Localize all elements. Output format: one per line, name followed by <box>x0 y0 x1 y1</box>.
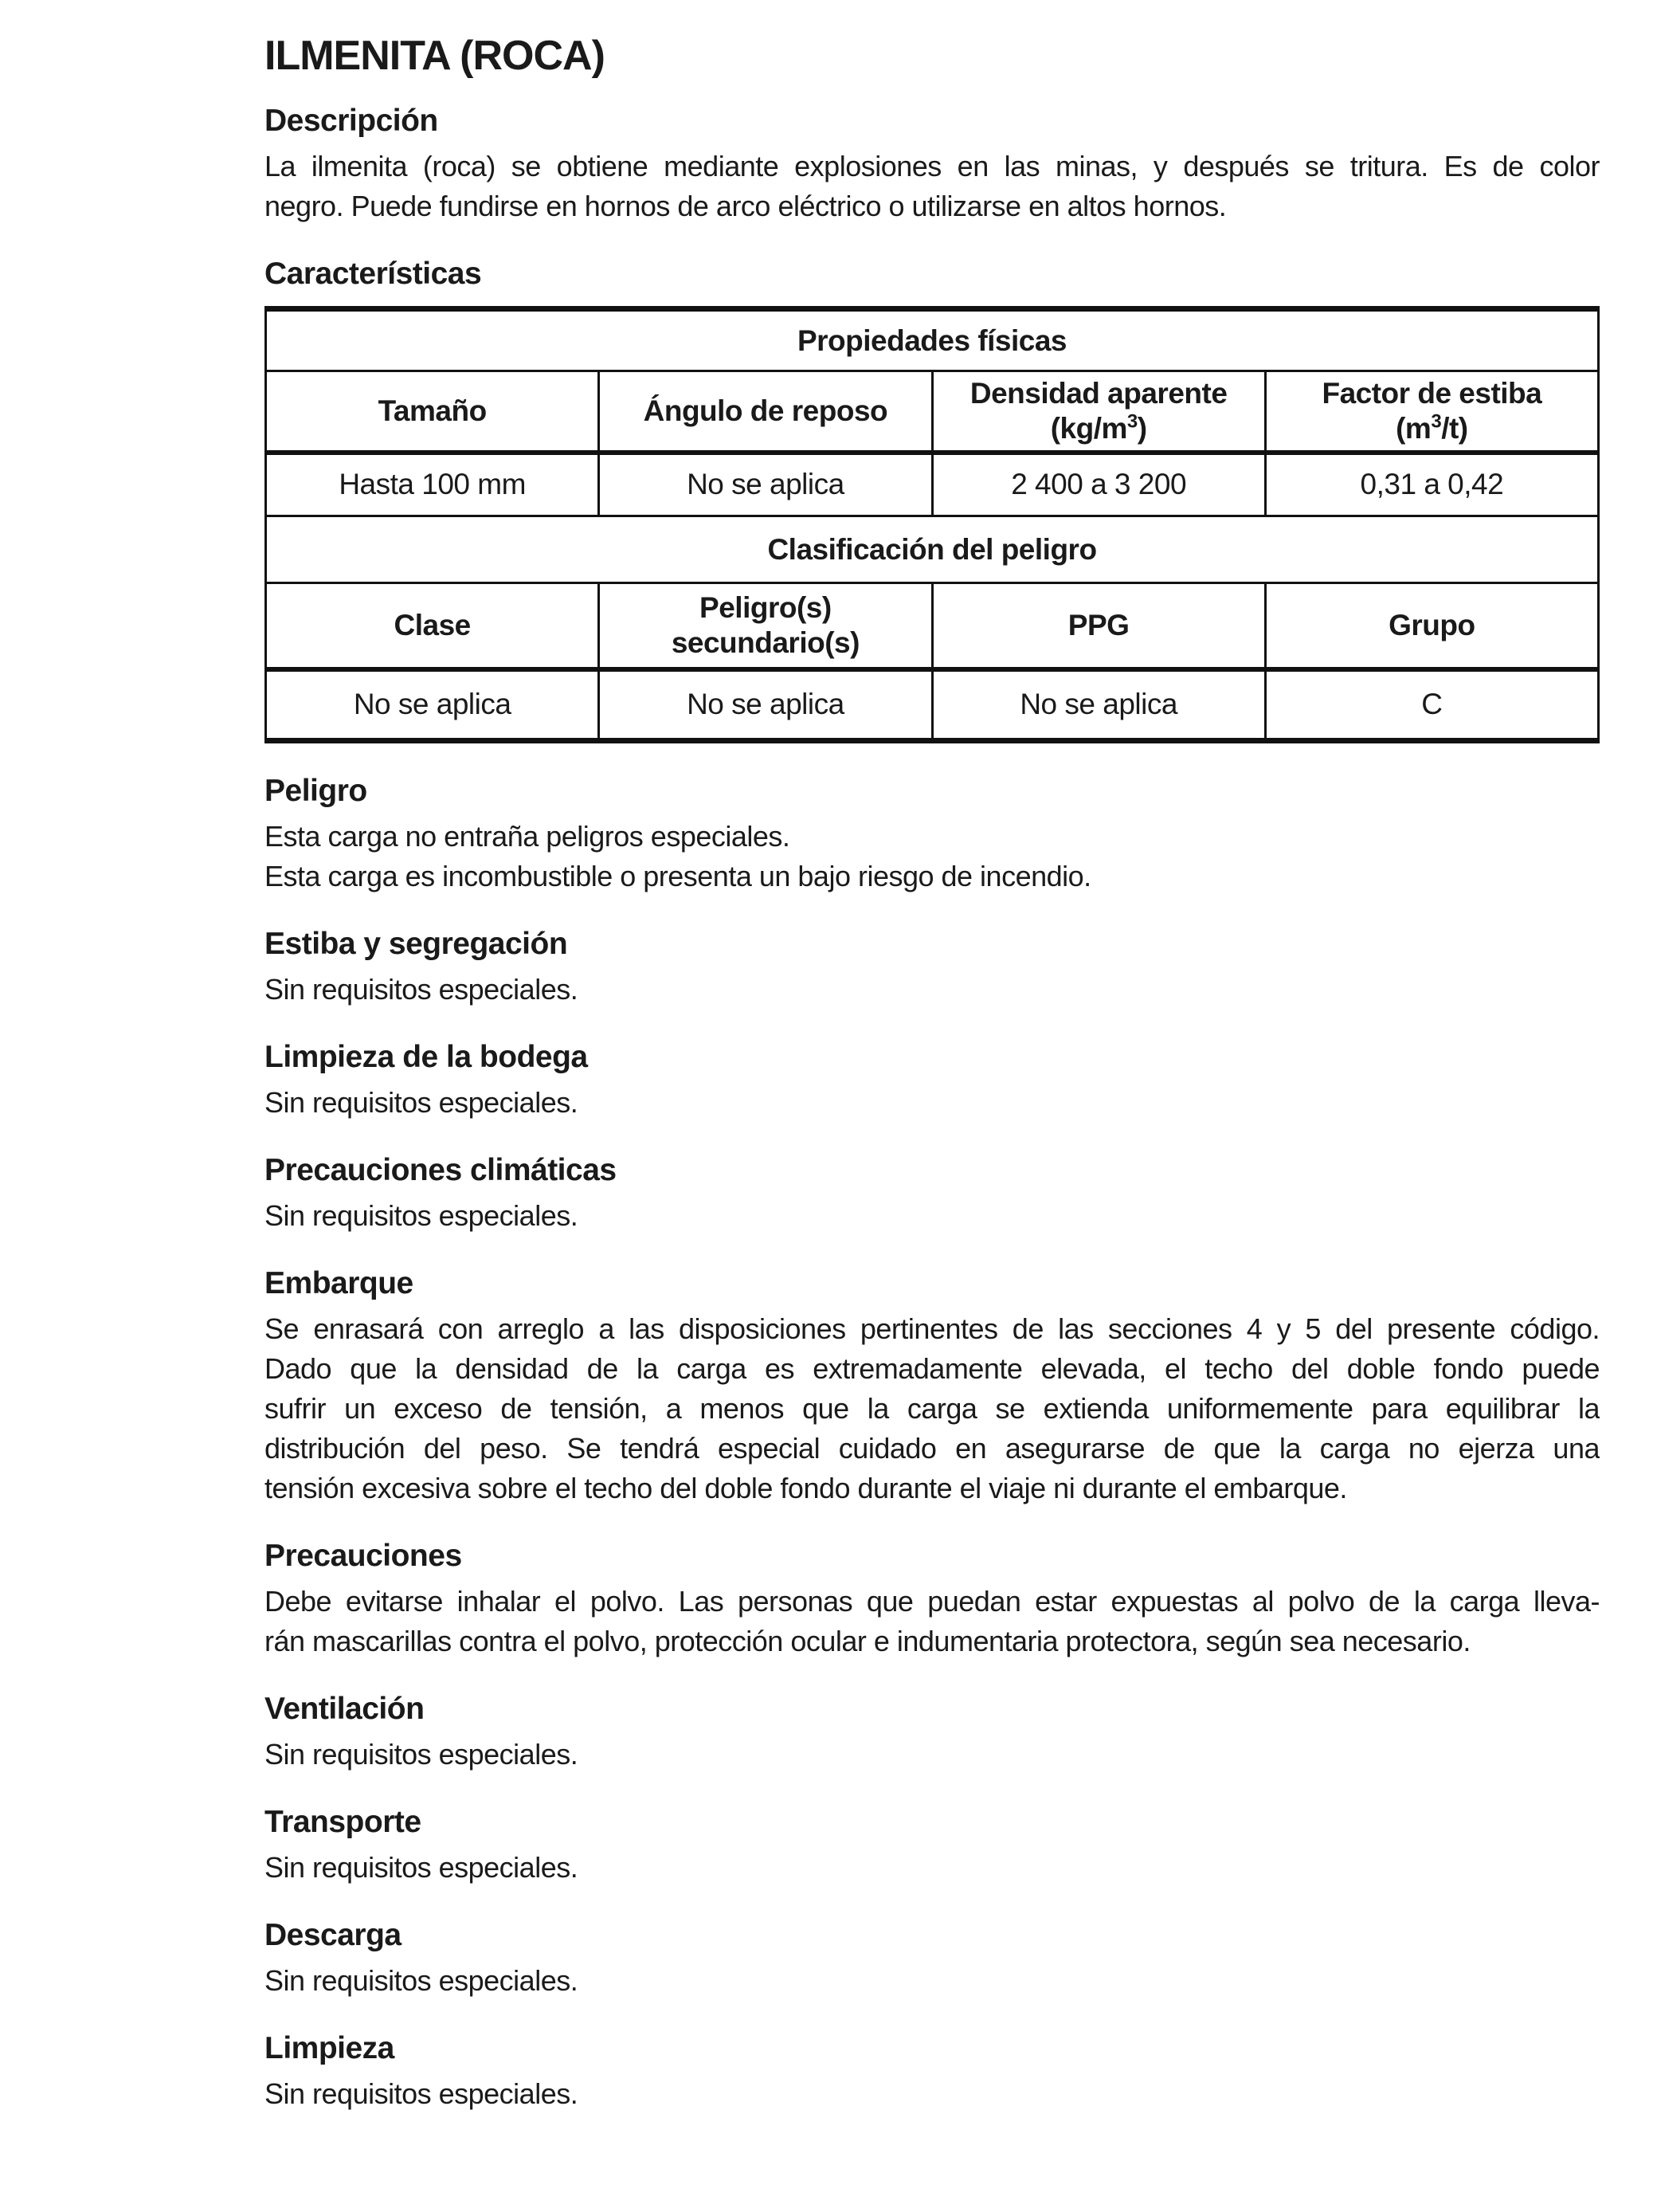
superscript-3: 3 <box>1126 410 1138 433</box>
embarque-line: Se enrasará con arreglo a las disposiciones pertinentes de las secciones 4 y 5 del presente código. <box>264 1312 1600 1345</box>
descripcion-line: La ilmenita (roca) se obtiene mediante explosiones en las minas, y después se tritura. Es de color <box>264 150 1600 182</box>
table-row-propiedades-title <box>266 309 1599 371</box>
descarga-paragraph: Sin requisitos especiales. <box>264 1964 578 1997</box>
table-row-clasificacion-values <box>266 669 1599 741</box>
caracteristicas-table <box>264 306 1600 743</box>
cell-densidad-value: 2 400 a 3 200 <box>932 453 1265 516</box>
section-heading-precauciones-climaticas: Precauciones climáticas <box>264 1153 617 1187</box>
section-heading-descarga: Descarga <box>264 1918 401 1952</box>
limpieza-bodega-paragraph: Sin requisitos especiales. <box>264 1086 578 1119</box>
section-heading-limpieza-bodega: Limpieza de la bodega <box>264 1040 588 1074</box>
ventilacion-paragraph: Sin requisitos especiales. <box>264 1738 578 1771</box>
descripcion-paragraph <box>264 147 1600 226</box>
section-heading-transporte: Transporte <box>264 1805 421 1839</box>
precauciones-line: rán mascarillas contra el polvo, protección ocular e indumentaria protectora, según sea necesario. <box>264 1625 1471 1657</box>
section-heading-precauciones: Precauciones <box>264 1539 462 1573</box>
cell-header-angulo: Ángulo de reposo <box>599 371 932 453</box>
section-heading-descripcion: Descripción <box>264 104 438 138</box>
peligro-line: Esta carga es incombustible o presenta un bajo riesgo de incendio. <box>264 860 1091 892</box>
embarque-line: sufrir un exceso de tensión, a menos que la carga se extienda uniformemente para equilibrar la <box>264 1392 1600 1425</box>
section-heading-caracteristicas: Características <box>264 257 482 291</box>
embarque-paragraph <box>264 1309 1600 1508</box>
cell-header-densidad <box>932 371 1265 453</box>
cell-header-clase: Clase <box>266 583 599 669</box>
factor-unit: $(m^3/t)$ <box>1396 410 1468 445</box>
embarque-line: distribución del peso. Se tendrá especial cuidado en asegurarse de que la carga no ejerza una <box>264 1432 1600 1465</box>
descripcion-line: negro. Puede fundirse en hornos de arco eléctrico o utilizarse en altos hornos. <box>264 190 1227 222</box>
section-heading-ventilacion: Ventilación <box>264 1692 425 1726</box>
section-heading-embarque: Embarque <box>264 1266 413 1300</box>
densidad-label: Densidad aparente <box>969 376 1228 410</box>
cell-clase-value: No se aplica <box>266 669 599 741</box>
table-row-clasificacion-title <box>266 516 1599 583</box>
peligro-line: Esta carga no entraña peligros especiales. <box>264 820 790 853</box>
embarque-line: tensión excesiva sobre el techo del doble fondo durante el viaje ni durante el embarque. <box>264 1472 1347 1504</box>
cell-clasificacion-title: Clasificación del peligro <box>266 516 1599 583</box>
cell-propiedades-title: Propiedades físicas <box>266 309 1599 371</box>
section-heading-estiba-segregacion: Estiba y segregación <box>264 927 568 961</box>
transporte-paragraph: Sin requisitos especiales. <box>264 1851 578 1884</box>
factor-label: Factor de estiba <box>1322 376 1542 410</box>
cell-header-ppg: PPG <box>932 583 1265 669</box>
page-title: ILMENITA (ROCA) <box>264 33 605 79</box>
cell-factor-value: 0,31 a 0,42 <box>1265 453 1598 516</box>
document-content <box>264 0 1600 2114</box>
precauciones-paragraph <box>264 1582 1600 1661</box>
estiba-segregacion-paragraph: Sin requisitos especiales. <box>264 973 578 1006</box>
cell-header-factor-estiba <box>1265 371 1598 453</box>
superscript-3: 3 <box>1431 410 1442 433</box>
section-heading-peligro: Peligro <box>264 774 367 808</box>
cell-header-grupo: Grupo <box>1265 583 1598 669</box>
cell-grupo-value: C <box>1265 669 1598 741</box>
limpieza-paragraph: Sin requisitos especiales. <box>264 2077 578 2110</box>
precauciones-line: Debe evitarse inhalar el polvo. Las personas que puedan estar expuestas al polvo de la carga lleva- <box>264 1585 1600 1618</box>
cell-angulo-value: No se aplica <box>599 453 932 516</box>
table-row-clasificacion-headers <box>266 583 1599 669</box>
peligro-paragraph <box>264 817 1600 896</box>
cell-ppg-value: No se aplica <box>932 669 1265 741</box>
section-heading-limpieza: Limpieza <box>264 2031 394 2065</box>
table-row-fisicas-headers <box>266 371 1599 453</box>
embarque-line: Dado que la densidad de la carga es extremadamente elevada, el techo del doble fondo puede <box>264 1352 1600 1385</box>
table-row-fisicas-values <box>266 453 1599 516</box>
precauciones-climaticas-paragraph: Sin requisitos especiales. <box>264 1199 578 1232</box>
cell-header-peligro-secundario: Peligro(s) secundario(s) <box>599 583 932 669</box>
cell-peligro-secundario-value: No se aplica <box>599 669 932 741</box>
densidad-unit: $(kg/m^3)$ <box>1050 410 1147 445</box>
cell-header-tamano: Tamaño <box>266 371 599 453</box>
cell-tamano-value: Hasta 100 mm <box>266 453 599 516</box>
